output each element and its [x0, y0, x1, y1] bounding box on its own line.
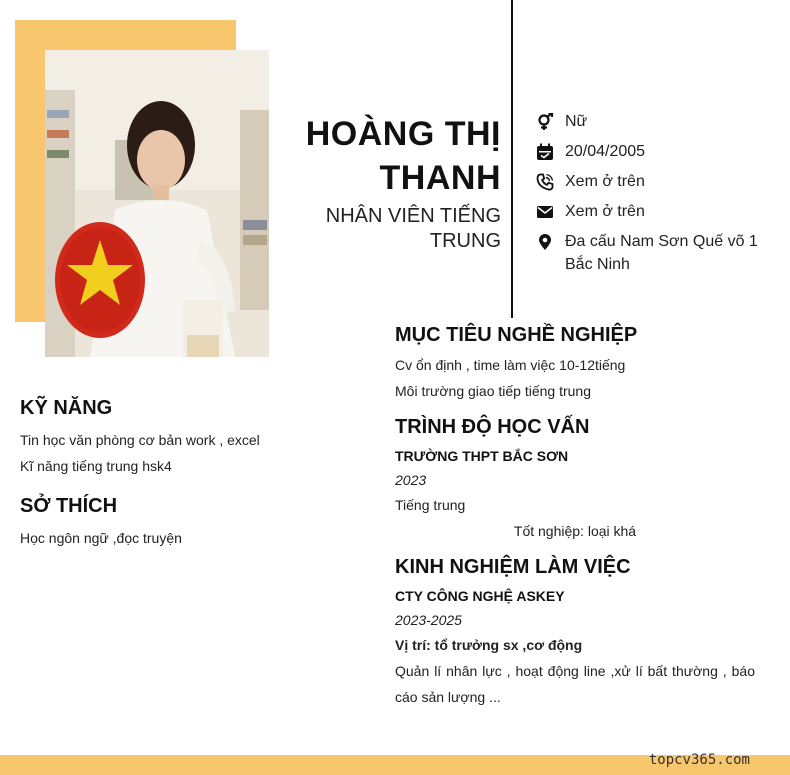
experience-company: CTY CÔNG NGHỆ ASKEY [395, 588, 565, 604]
phone-icon [536, 173, 554, 191]
skill-item: Kĩ năng tiếng trung hsk4 [20, 458, 172, 474]
candidate-position-line1: NHÂN VIÊN TIẾNG [325, 205, 501, 227]
contact-email-text: Xem ở trên [565, 203, 645, 220]
footer-watermark: topcv365.com [648, 752, 750, 768]
right-column [395, 322, 755, 710]
candidate-name [261, 112, 501, 200]
contact-birthday [536, 140, 776, 163]
objective-item: Cv ổn định , time làm việc 10-12tiếng [395, 357, 626, 373]
skills-section [20, 395, 350, 479]
education-major: Tiếng trung [395, 497, 466, 513]
contact-gender [536, 110, 776, 133]
contact-address-text: Đa cấu Nam Sơn Quế võ 1 Bắc Ninh [565, 233, 758, 273]
profile-photo-image [45, 50, 269, 357]
hobbies-section [20, 493, 350, 551]
experience-description: Quản lí nhân lực , hoạt động line ,xử lí bất thường , báo cáo sản lượng ... [395, 663, 755, 705]
objective-section [395, 322, 755, 404]
candidate-name-line1: HOÀNG THỊ [305, 115, 501, 153]
experience-section [395, 554, 755, 710]
experience-title: KINH NGHIỆM LÀM VIỆC [395, 556, 631, 578]
candidate-position-line2: TRUNG [429, 230, 501, 252]
candidate-position [261, 204, 501, 254]
contact-gender-text: Nữ [565, 113, 588, 130]
education-title: TRÌNH ĐỘ HỌC VẤN [395, 416, 590, 438]
experience-role: Vị trí: tổ trưởng sx ,cơ động [395, 637, 583, 653]
header-divider [511, 0, 513, 318]
education-year: 2023 [395, 472, 427, 488]
contact-list [536, 110, 776, 283]
email-icon [536, 203, 554, 221]
hobbies-title: SỞ THÍCH [20, 495, 118, 517]
experience-period: 2023-2025 [395, 612, 462, 628]
education-grade: Tốt nghiệp: loại khá [513, 523, 637, 539]
gender-icon [536, 113, 554, 131]
hobby-item: Học ngôn ngữ ,đọc truyện [20, 530, 182, 546]
contact-birthday-text: 20/04/2005 [565, 143, 646, 160]
location-icon [536, 233, 554, 251]
contact-address [536, 230, 776, 276]
profile-photo [45, 50, 269, 357]
objective-title: MỤC TIÊU NGHỀ NGHIỆP [395, 324, 638, 346]
left-column [20, 395, 350, 551]
contact-email [536, 200, 776, 223]
skill-item: Tin học văn phòng cơ bản work , excel [20, 432, 260, 448]
objective-item: Môi trường giao tiếp tiếng trung [395, 383, 591, 399]
contact-phone-text: Xem ở trên [565, 173, 645, 190]
skills-title: KỸ NĂNG [20, 397, 113, 419]
candidate-name-line2: THANH [379, 159, 501, 197]
calendar-icon [536, 143, 554, 161]
education-section [395, 414, 755, 544]
contact-phone [536, 170, 776, 193]
education-school: TRƯỜNG THPT BẮC SƠN [395, 448, 569, 464]
